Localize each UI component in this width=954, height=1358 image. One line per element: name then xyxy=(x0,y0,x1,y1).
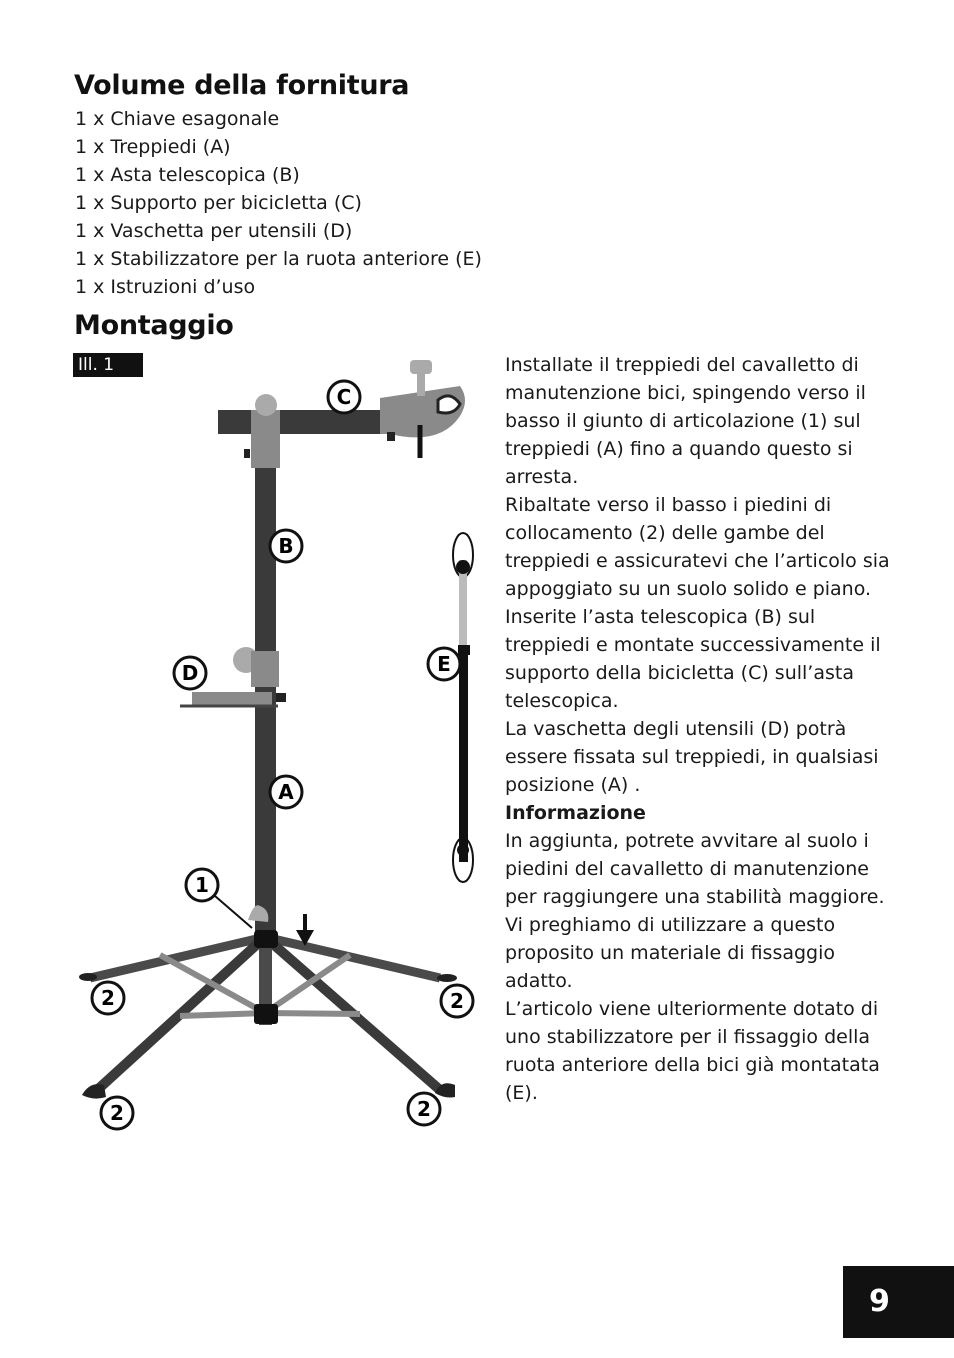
paragraph: Installate il treppiedi del cavalletto di manutenzione bici, spingendo verso il basso il giunto di articolazione (1) sul treppiedi (A) fino a quando questo si arresta. xyxy=(505,354,866,488)
paragraph: Inserite l’asta telescopica (B) sul treppiedi e montate successivamente il supporto della bicicletta (C) sull’asta telescopica. xyxy=(505,606,881,712)
label-b-badge xyxy=(270,530,302,562)
top-connector xyxy=(251,410,280,468)
paragraph: La vaschetta degli utensili (D) potrà essere fissata sul treppiedi, in qualsiasi posizione (A) . xyxy=(505,718,879,796)
supply-item: 1 x Istruzioni d’uso xyxy=(75,276,256,298)
label-2-badge xyxy=(101,1097,133,1129)
info-heading: Informazione xyxy=(505,802,646,824)
paragraph: Vi preghiamo di utilizzare a questo proposito un materiale di fissaggio adatto. xyxy=(505,914,836,992)
section-title-assembly: Montaggio xyxy=(74,310,234,341)
supply-list xyxy=(75,105,482,301)
clamp-arm xyxy=(218,410,393,434)
label-2-badge xyxy=(441,985,473,1017)
label-c-badge xyxy=(328,381,360,413)
supply-item: 1 x Vaschetta per utensili (D) xyxy=(75,220,353,242)
top-knob xyxy=(255,394,277,416)
supply-item: 1 x Stabilizzatore per la ruota anteriore (E) xyxy=(75,248,482,270)
svg-text:D: D xyxy=(181,661,199,685)
bike-clamp xyxy=(380,360,465,458)
svg-text:A: A xyxy=(278,780,294,804)
instructions-text xyxy=(505,351,905,1107)
lower-collar xyxy=(254,1004,278,1024)
svg-text:E: E xyxy=(437,652,451,676)
bike-stand-illustration xyxy=(60,350,490,1140)
paragraph: Ribaltate verso il basso i piedini di collocamento (2) delle gambe del treppiedi e assicuratevi che l’articolo sia appoggiato su un suolo solido e piano. xyxy=(505,494,890,600)
page-number: 9 xyxy=(843,1266,954,1338)
svg-text:2: 2 xyxy=(101,986,115,1010)
label-2-badge xyxy=(408,1093,440,1125)
label-e-badge xyxy=(428,648,460,680)
supply-item: 1 x Asta telescopica (B) xyxy=(75,164,300,186)
svg-text:2: 2 xyxy=(450,989,464,1013)
section-title-supply: Volume della fornitura xyxy=(74,70,410,101)
front-wheel-stabilizer xyxy=(453,533,473,882)
svg-text:B: B xyxy=(278,534,294,558)
paragraph: In aggiunta, potrete avvitare al suolo i piedini del cavalletto di manutenzione per raggiungere una stabilità maggiore. xyxy=(505,830,885,908)
svg-text:2: 2 xyxy=(110,1101,124,1125)
supply-item: 1 x Supporto per bicicletta (C) xyxy=(75,192,362,214)
label-a-badge xyxy=(270,776,302,808)
joint-collar xyxy=(254,930,278,948)
label-1-badge xyxy=(186,869,252,928)
figure-tag: Ill. 1 xyxy=(73,353,143,377)
supply-item: 1 x Chiave esagonale xyxy=(75,108,280,130)
label-2-badge xyxy=(92,982,124,1014)
svg-text:1: 1 xyxy=(195,873,209,897)
svg-text:2: 2 xyxy=(417,1097,431,1121)
label-d-badge xyxy=(174,657,206,689)
supply-item: 1 x Treppiedi (A) xyxy=(75,136,231,158)
svg-text:C: C xyxy=(336,385,352,409)
paragraph: L’articolo viene ulteriormente dotato di uno stabilizzatore per il fissaggio della ruota anteriore della bici già montatata (E). xyxy=(505,998,880,1104)
